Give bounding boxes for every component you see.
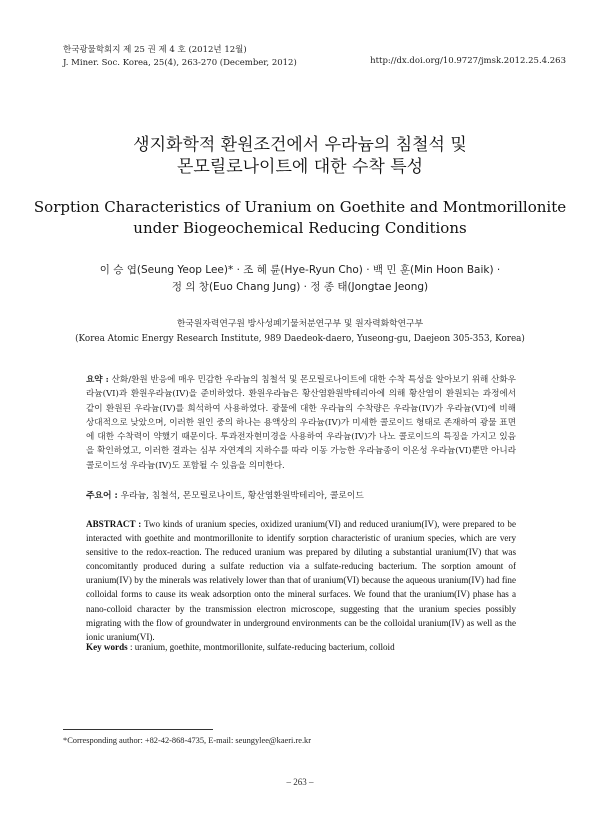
title-english-line-1: Sorption Characteristics of Uranium on Goethite and Montmorillonite	[33, 198, 567, 216]
title-korean-line-1: 생지화학적 환원조건에서 우라늄의 침철석 및	[133, 135, 467, 155]
title-english	[0, 197, 600, 239]
title-korean-line-2: 몬모릴로나이트에 대한 수착 특성	[176, 157, 424, 177]
journal-citation: J. Miner. Soc. Korea, 25(4), 263-270 (December, 2012)	[63, 57, 297, 68]
journal-header	[63, 44, 297, 69]
keywords-english	[86, 642, 516, 652]
title-english-line-2: under Biogeochemical Reducing Conditions	[133, 219, 467, 237]
keywords-korean-text: 우라늄, 침철석, 몬모릴로나이트, 황산염환원박테리아, 콜로이드	[117, 491, 364, 501]
abstract-english-label: ABSTRACT :	[86, 519, 142, 529]
author-list	[0, 262, 600, 296]
author-line-1: 이 승 엽(Seung Yeop Lee)* · 조 혜 륜(Hye-Ryun Cho) · 백 민 훈(Min Hoon Baik) ·	[99, 264, 501, 276]
affiliation-korean: 한국원자력연구원 방사성폐기물처분연구부 및 원자력화학연구부	[176, 319, 424, 329]
corresponding-author-footnote: *Corresponding author: +82-42-868-4735, E-mail: seungylee@kaeri.re.kr	[63, 736, 312, 745]
keywords-english-label: Key words	[86, 642, 128, 652]
doi-link[interactable]: http://dx.doi.org/10.9727/jmsk.2012.25.4.263	[370, 56, 566, 66]
journal-name-korean: 한국광물학회지 제 25 권 제 4 호 (2012년 12월)	[63, 45, 247, 55]
affiliation	[0, 317, 600, 347]
author-line-2: 정 의 창(Euo Chang Jung) · 정 종 태(Jongtae Jeong)	[171, 281, 429, 293]
abstract-english	[86, 517, 516, 644]
abstract-korean-text: 산화/환원 반응에 매우 민감한 우라늄의 침철석 및 몬모릴로나이트에 대한 수착 특성을 알아보기 위해 산화우라늄(VI)과 환원우라늄(IV)을 준비하였다. 환원우라늄은 황산염환원박테리아에 의해 황산염이 환원되는 과정에서 같이 환원된 우라늄(IV)를 희석하여 사용하였다. 광물에 대한 우라늄의 수착량은 우라늄(IV)가 우라늄(VI)에 비해 상대적으로 낮았으며, 이러한 원인 중의 하나는 용액상의 우라늄(IV)가 미세한 콜로이드 형태로 존재하여 광물 표면에 대한 수착력이 약했기 때문이다. 투과전자현미경을 사용하여 우라늄(IV)가 나노 콜로이드의 특징을 가지고 있음을 확인하였고, 이러한 결과는 심부 자연계의 지하수를 따라 이동 가능한 우라늄종이 이온성 우라늄(VI)뿐만 아니라 콜로이드성 우라늄(IV)도 포함될 수 있음을 의미한다.	[86, 375, 516, 471]
abstract-english-text: Two kinds of uranium species, oxidized uranium(VI) and reduced uranium(IV), were prepared to be interacted with goethite and montmorillonite to identify sorption characteristic of uranium species, which are very sensitive to the redox-reaction. The reduced uranium was prepared by diluting a substantial uranium(IV) that was concomitantly produced during a sulfate reduction via a sulfate-reducing bacterium. The sorption amount of uranium(IV) by the minerals was relatively lower than that of uranium(VI) because the aqueous uranium(IV) had fine colloidal forms to cause its weak adsorption onto the mineral surfaces. We found that the uranium(IV) phase has a nano-colloid character by the transmission electron microscope, suggesting that the uranium species possibly migrating with the flow of groundwater in underground environments can be the colloidal uranium(IV) as well as the ionic uranium(VI).	[86, 519, 516, 642]
title-korean	[0, 134, 600, 178]
abstract-korean-label: 요약 :	[86, 375, 109, 385]
keywords-korean	[86, 488, 516, 501]
footnote-divider	[63, 729, 213, 730]
keywords-korean-label: 주요어 :	[86, 491, 118, 501]
page-number: – 263 –	[286, 777, 314, 787]
keywords-english-text: : uranium, goethite, montmorillonite, sulfate-reducing bacterium, colloid	[127, 642, 395, 652]
affiliation-english: (Korea Atomic Energy Research Institute, 989 Daedeok-daero, Yuseong-gu, Daejeon 305-353, Korea)	[75, 334, 525, 344]
abstract-korean	[86, 373, 516, 473]
